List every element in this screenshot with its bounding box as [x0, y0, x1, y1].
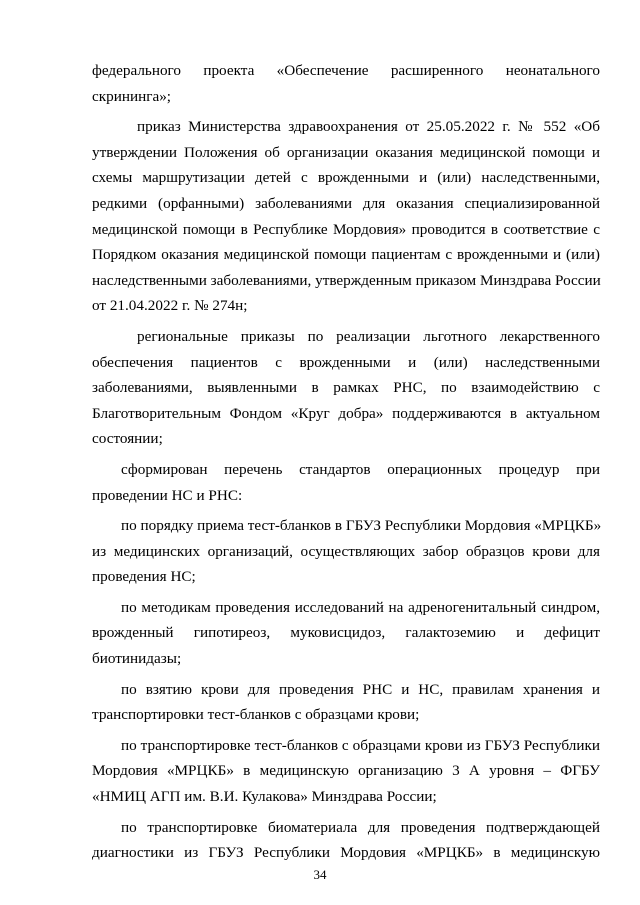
document-body	[92, 58, 600, 871]
paragraph	[92, 114, 600, 319]
paragraph	[92, 677, 600, 728]
text-line: приказ Министерства здравоохранения от 25.05.2022 г. № 552 «Об	[137, 118, 600, 136]
page-number: 34	[313, 867, 327, 882]
text-line: Благотворительным Фондом «Круг добра» поддерживаются в актуальном	[92, 404, 600, 422]
text-line: региональные приказы по реализации льготного лекарственного	[137, 327, 600, 345]
paragraph	[92, 733, 600, 810]
text-line: по порядку приема тест-бланков в ГБУЗ Республики Мордовия «МРЦКБ»	[121, 517, 602, 535]
text-line: скрининга»;	[92, 87, 172, 105]
text-line: по транспортировке тест-бланков с образцами крови из ГБУЗ Республики	[121, 736, 600, 754]
paragraph	[92, 513, 600, 590]
text-line: «НМИЦ АГП им. В.И. Кулакова» Минздрава России;	[92, 788, 437, 806]
paragraph	[92, 595, 600, 672]
text-line: из медицинских организаций, осуществляющих забор образцов крови для	[92, 542, 600, 560]
text-line: федерального проекта «Обеспечение расширенного неонатального	[92, 62, 600, 79]
text-line: транспортировки тест-бланков с образцами крови;	[92, 706, 420, 724]
text-line: редкими (орфанными) заболеваниями для оказания специализированной	[92, 194, 600, 212]
text-line: по методикам проведения исследований на адреногенитальный синдром,	[121, 598, 600, 616]
text-line: по транспортировке биоматериала для проведения подтверждающей	[121, 818, 600, 836]
text-line: врожденный гипотиреоз, муковисцидоз, галактоземию и дефицит	[92, 624, 600, 642]
paragraph	[92, 457, 600, 508]
text-line: Порядком оказания медицинской помощи пациентам с врожденными и (или)	[92, 246, 600, 264]
text-line: сформирован перечень стандартов операционных процедур при	[121, 460, 600, 478]
text-line: проведении НС и РНС:	[92, 486, 243, 504]
paragraph	[92, 815, 600, 866]
paragraph	[92, 58, 600, 109]
paragraph	[92, 324, 600, 452]
text-line: биотинидазы;	[92, 650, 182, 668]
text-line: утверждении Положения об организации оказания медицинской помощи и	[92, 143, 600, 161]
text-line: от 21.04.2022 г. № 274н;	[92, 297, 248, 315]
text-line: по взятию крови для проведения РНС и НС, правилам хранения и	[121, 680, 600, 698]
text-line: медицинской помощи в Республике Мордовия» проводится в соответствие с	[92, 220, 600, 238]
text-line: Мордовия «МРЦКБ» в медицинскую организацию 3 А уровня – ФГБУ	[92, 762, 600, 780]
text-line: схемы маршрутизации детей с врожденными и (или) наследственными,	[92, 169, 600, 187]
text-line: состоянии;	[92, 430, 163, 448]
text-line: обеспечения пациентов с врожденными и (или) наследственными	[92, 353, 600, 371]
text-line: проведения НС;	[92, 568, 196, 586]
text-line: заболеваниями, выявленными в рамках РНС, по взаимодействию с	[92, 379, 600, 397]
text-line: диагностики из ГБУЗ Республики Мордовия «МРЦКБ» в медицинскую	[92, 844, 600, 862]
text-line: наследственными заболеваниями, утвержденным приказом Минздрава России	[92, 271, 601, 289]
